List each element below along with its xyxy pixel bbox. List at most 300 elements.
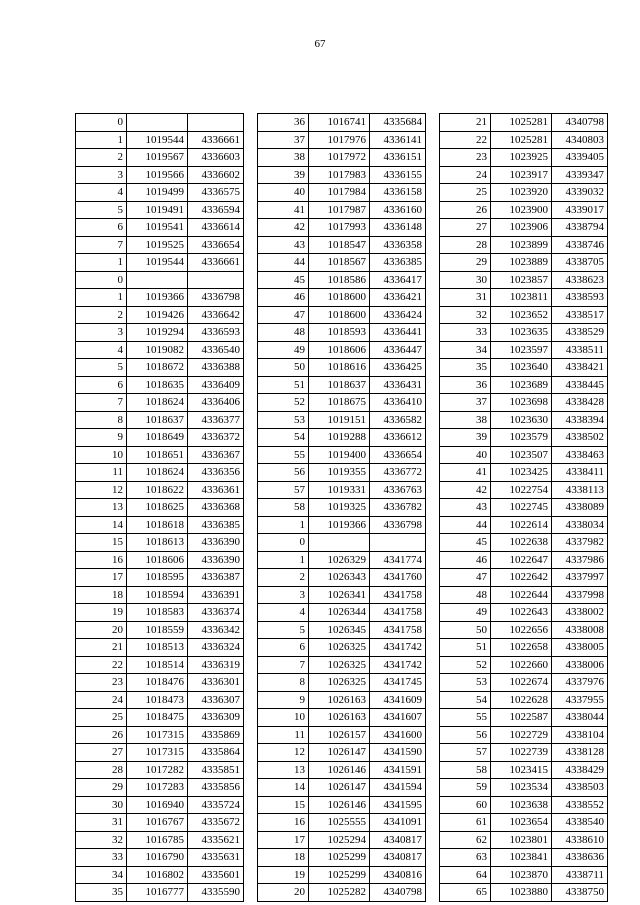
table-row — [76, 866, 244, 884]
point-index-cell: 11 — [76, 464, 127, 482]
point-index-cell: 16 — [76, 551, 127, 569]
point-index-cell: 20 — [76, 621, 127, 639]
y-coordinate-cell: 4340798 — [370, 884, 426, 902]
table-row — [258, 831, 426, 849]
table-row — [440, 814, 608, 832]
table-row — [76, 219, 244, 237]
table-row — [258, 691, 426, 709]
table-row — [258, 114, 426, 132]
table-row — [258, 446, 426, 464]
point-index-cell: 3 — [258, 586, 309, 604]
table-row — [76, 569, 244, 587]
y-coordinate-cell: 4337982 — [552, 534, 608, 552]
table-row — [440, 604, 608, 622]
point-index-cell: 3 — [76, 324, 127, 342]
point-index-cell: 23 — [76, 674, 127, 692]
table-row — [76, 779, 244, 797]
point-index-cell: 10 — [258, 709, 309, 727]
point-index-cell: 6 — [76, 219, 127, 237]
point-index-cell: 14 — [258, 779, 309, 797]
table-row — [76, 271, 244, 289]
table-row — [258, 744, 426, 762]
x-coordinate-cell: 1022674 — [491, 674, 552, 692]
point-index-cell: 6 — [76, 376, 127, 394]
point-index-cell: 0 — [76, 271, 127, 289]
y-coordinate-cell: 4336417 — [370, 271, 426, 289]
table-row — [76, 236, 244, 254]
point-index-cell: 1 — [76, 289, 127, 307]
y-coordinate-cell: 4335856 — [188, 779, 244, 797]
x-coordinate-cell: 1018622 — [127, 481, 188, 499]
point-index-cell: 46 — [258, 289, 309, 307]
x-coordinate-cell: 1016940 — [127, 796, 188, 814]
point-index-cell: 5 — [76, 359, 127, 377]
table-row — [76, 674, 244, 692]
table-row — [440, 429, 608, 447]
y-coordinate-cell: 4338428 — [552, 394, 608, 412]
table-row — [440, 254, 608, 272]
y-coordinate-cell: 4336763 — [370, 481, 426, 499]
table-row — [76, 534, 244, 552]
y-coordinate-cell: 4337998 — [552, 586, 608, 604]
point-index-cell: 17 — [76, 569, 127, 587]
y-coordinate-cell: 4341745 — [370, 674, 426, 692]
y-coordinate-cell: 4338750 — [552, 884, 608, 902]
x-coordinate-cell: 1018672 — [127, 359, 188, 377]
x-coordinate-cell: 1022644 — [491, 586, 552, 604]
point-index-cell: 55 — [258, 446, 309, 464]
y-coordinate-cell: 4335601 — [188, 866, 244, 884]
x-coordinate-cell — [127, 271, 188, 289]
x-coordinate-cell: 1019325 — [309, 499, 370, 517]
point-index-cell: 1 — [258, 516, 309, 534]
point-index-cell: 32 — [76, 831, 127, 849]
point-index-cell: 15 — [258, 796, 309, 814]
x-coordinate-cell: 1019366 — [127, 289, 188, 307]
point-index-cell: 50 — [258, 359, 309, 377]
table-row — [258, 849, 426, 867]
y-coordinate-cell: 4336425 — [370, 359, 426, 377]
x-coordinate-cell: 1019541 — [127, 219, 188, 237]
table-row — [258, 131, 426, 149]
table-row — [258, 814, 426, 832]
point-index-cell: 33 — [76, 849, 127, 867]
table-row — [76, 429, 244, 447]
x-coordinate-cell: 1026343 — [309, 569, 370, 587]
point-index-cell: 1 — [76, 131, 127, 149]
y-coordinate-cell: 4336309 — [188, 709, 244, 727]
table-row — [258, 709, 426, 727]
table-row — [440, 656, 608, 674]
table-row — [440, 744, 608, 762]
x-coordinate-cell: 1022643 — [491, 604, 552, 622]
x-coordinate-cell: 1018595 — [127, 569, 188, 587]
x-coordinate-cell: 1022660 — [491, 656, 552, 674]
y-coordinate-cell: 4338421 — [552, 359, 608, 377]
y-coordinate-cell: 4341758 — [370, 604, 426, 622]
x-coordinate-cell: 1018624 — [127, 394, 188, 412]
x-coordinate-cell: 1019331 — [309, 481, 370, 499]
table-row — [258, 884, 426, 902]
table-row — [76, 814, 244, 832]
y-coordinate-cell: 4336798 — [188, 289, 244, 307]
point-index-cell: 45 — [258, 271, 309, 289]
x-coordinate-cell: 1026341 — [309, 586, 370, 604]
table-row — [76, 656, 244, 674]
point-index-cell: 27 — [76, 744, 127, 762]
x-coordinate-cell: 1018606 — [309, 341, 370, 359]
point-index-cell: 50 — [440, 621, 491, 639]
x-coordinate-cell: 1025281 — [491, 131, 552, 149]
y-coordinate-cell: 4336148 — [370, 219, 426, 237]
point-index-cell: 25 — [440, 184, 491, 202]
y-coordinate-cell: 4336410 — [370, 394, 426, 412]
x-coordinate-cell: 1023906 — [491, 219, 552, 237]
point-index-cell: 16 — [258, 814, 309, 832]
point-index-cell: 18 — [76, 586, 127, 604]
point-index-cell: 40 — [258, 184, 309, 202]
point-index-cell: 15 — [76, 534, 127, 552]
y-coordinate-cell: 4335672 — [188, 814, 244, 832]
table-row — [76, 761, 244, 779]
y-coordinate-cell: 4338540 — [552, 814, 608, 832]
table-row — [76, 201, 244, 219]
x-coordinate-cell: 1016790 — [127, 849, 188, 867]
point-index-cell: 36 — [258, 114, 309, 132]
y-coordinate-cell: 4341742 — [370, 639, 426, 657]
point-index-cell: 8 — [258, 674, 309, 692]
x-coordinate-cell: 1023698 — [491, 394, 552, 412]
point-index-cell: 33 — [440, 324, 491, 342]
y-coordinate-cell: 4338005 — [552, 639, 608, 657]
x-coordinate-cell: 1016785 — [127, 831, 188, 849]
x-coordinate-cell: 1019525 — [127, 236, 188, 254]
table-row — [440, 831, 608, 849]
point-index-cell: 44 — [440, 516, 491, 534]
point-index-cell: 19 — [258, 866, 309, 884]
x-coordinate-cell: 1023652 — [491, 306, 552, 324]
table-row — [258, 656, 426, 674]
point-index-cell: 12 — [76, 481, 127, 499]
x-coordinate-cell: 1018583 — [127, 604, 188, 622]
point-index-cell: 28 — [440, 236, 491, 254]
point-index-cell: 2 — [76, 306, 127, 324]
table-row — [76, 149, 244, 167]
y-coordinate-cell: 4338429 — [552, 761, 608, 779]
point-index-cell: 56 — [440, 726, 491, 744]
table-row — [258, 376, 426, 394]
point-index-cell: 2 — [76, 149, 127, 167]
point-index-cell: 24 — [440, 166, 491, 184]
x-coordinate-cell: 1022587 — [491, 709, 552, 727]
x-coordinate-cell: 1022656 — [491, 621, 552, 639]
x-coordinate-cell: 1023415 — [491, 761, 552, 779]
table-row — [76, 621, 244, 639]
x-coordinate-cell: 1017282 — [127, 761, 188, 779]
x-coordinate-cell: 1017983 — [309, 166, 370, 184]
table-row — [258, 236, 426, 254]
y-coordinate-cell: 4338089 — [552, 499, 608, 517]
x-coordinate-cell: 1017283 — [127, 779, 188, 797]
table-row — [76, 516, 244, 534]
table-row — [440, 884, 608, 902]
point-index-cell: 54 — [258, 429, 309, 447]
x-coordinate-cell: 1018600 — [309, 289, 370, 307]
y-coordinate-cell: 4341607 — [370, 709, 426, 727]
x-coordinate-cell: 1022739 — [491, 744, 552, 762]
point-index-cell: 8 — [76, 411, 127, 429]
point-index-cell: 64 — [440, 866, 491, 884]
y-coordinate-cell: 4336377 — [188, 411, 244, 429]
y-coordinate-cell: 4336301 — [188, 674, 244, 692]
x-coordinate-cell: 1023801 — [491, 831, 552, 849]
x-coordinate-cell: 1023425 — [491, 464, 552, 482]
x-coordinate-cell: 1026157 — [309, 726, 370, 744]
table-row — [258, 481, 426, 499]
point-index-cell: 0 — [258, 534, 309, 552]
y-coordinate-cell: 4338502 — [552, 429, 608, 447]
point-index-cell: 42 — [258, 219, 309, 237]
point-index-cell: 32 — [440, 306, 491, 324]
point-index-cell: 10 — [76, 446, 127, 464]
table-row — [440, 236, 608, 254]
table-row — [440, 481, 608, 499]
point-index-cell: 30 — [440, 271, 491, 289]
table-row — [258, 166, 426, 184]
table-row — [258, 796, 426, 814]
table-row — [440, 866, 608, 884]
y-coordinate-cell: 4336431 — [370, 376, 426, 394]
point-index-cell: 45 — [440, 534, 491, 552]
table-row — [440, 166, 608, 184]
x-coordinate-cell: 1018514 — [127, 656, 188, 674]
point-index-cell: 24 — [76, 691, 127, 709]
y-coordinate-cell: 4336390 — [188, 534, 244, 552]
y-coordinate-cell: 4336342 — [188, 621, 244, 639]
table-row — [258, 534, 426, 552]
x-coordinate-cell: 1023689 — [491, 376, 552, 394]
point-index-cell: 23 — [440, 149, 491, 167]
y-coordinate-cell: 4336772 — [370, 464, 426, 482]
y-coordinate-cell: 4340816 — [370, 866, 426, 884]
x-coordinate-cell: 1023579 — [491, 429, 552, 447]
point-index-cell: 18 — [258, 849, 309, 867]
x-coordinate-cell: 1026325 — [309, 639, 370, 657]
point-index-cell: 61 — [440, 814, 491, 832]
y-coordinate-cell: 4336151 — [370, 149, 426, 167]
table-row — [440, 621, 608, 639]
table-row — [440, 131, 608, 149]
point-index-cell: 36 — [440, 376, 491, 394]
point-index-cell: 27 — [440, 219, 491, 237]
table-row — [76, 586, 244, 604]
x-coordinate-cell: 1018594 — [127, 586, 188, 604]
y-coordinate-cell: 4335590 — [188, 884, 244, 902]
x-coordinate-cell: 1018586 — [309, 271, 370, 289]
table-row — [76, 831, 244, 849]
y-coordinate-cell: 4338034 — [552, 516, 608, 534]
x-coordinate-cell: 1017984 — [309, 184, 370, 202]
table-row — [258, 184, 426, 202]
table-row — [258, 569, 426, 587]
x-coordinate-cell: 1019288 — [309, 429, 370, 447]
y-coordinate-cell: 4336447 — [370, 341, 426, 359]
point-index-cell: 26 — [440, 201, 491, 219]
table-row — [76, 744, 244, 762]
x-coordinate-cell: 1019355 — [309, 464, 370, 482]
point-index-cell: 55 — [440, 709, 491, 727]
y-coordinate-cell: 4340817 — [370, 831, 426, 849]
table-row — [76, 254, 244, 272]
point-index-cell: 62 — [440, 831, 491, 849]
y-coordinate-cell: 4336409 — [188, 376, 244, 394]
table-row — [258, 674, 426, 692]
point-index-cell: 49 — [258, 341, 309, 359]
table-row — [76, 849, 244, 867]
y-coordinate-cell: 4339032 — [552, 184, 608, 202]
table-row — [76, 499, 244, 517]
x-coordinate-cell: 1025299 — [309, 866, 370, 884]
table-row — [76, 394, 244, 412]
point-index-cell: 57 — [440, 744, 491, 762]
coordinates-table-1 — [75, 113, 244, 902]
y-coordinate-cell: 4338394 — [552, 411, 608, 429]
x-coordinate-cell: 1019566 — [127, 166, 188, 184]
x-coordinate-cell: 1018675 — [309, 394, 370, 412]
x-coordinate-cell: 1019151 — [309, 411, 370, 429]
x-coordinate-cell: 1026344 — [309, 604, 370, 622]
point-index-cell: 63 — [440, 849, 491, 867]
x-coordinate-cell: 1025281 — [491, 114, 552, 132]
point-index-cell: 41 — [440, 464, 491, 482]
y-coordinate-cell: 4336654 — [188, 236, 244, 254]
x-coordinate-cell: 1018618 — [127, 516, 188, 534]
y-coordinate-cell: 4338517 — [552, 306, 608, 324]
x-coordinate-cell: 1016767 — [127, 814, 188, 832]
point-index-cell: 17 — [258, 831, 309, 849]
x-coordinate-cell: 1017976 — [309, 131, 370, 149]
table-row — [440, 691, 608, 709]
x-coordinate-cell: 1019366 — [309, 516, 370, 534]
y-coordinate-cell: 4335851 — [188, 761, 244, 779]
y-coordinate-cell: 4338002 — [552, 604, 608, 622]
y-coordinate-cell: 4336575 — [188, 184, 244, 202]
point-index-cell: 13 — [76, 499, 127, 517]
y-coordinate-cell: 4341758 — [370, 586, 426, 604]
y-coordinate-cell: 4341590 — [370, 744, 426, 762]
x-coordinate-cell: 1018651 — [127, 446, 188, 464]
y-coordinate-cell: 4337986 — [552, 551, 608, 569]
y-coordinate-cell: 4336654 — [370, 446, 426, 464]
x-coordinate-cell: 1018637 — [127, 411, 188, 429]
point-index-cell: 60 — [440, 796, 491, 814]
x-coordinate-cell: 1022614 — [491, 516, 552, 534]
table-row — [258, 464, 426, 482]
point-index-cell: 59 — [440, 779, 491, 797]
x-coordinate-cell: 1023841 — [491, 849, 552, 867]
x-coordinate-cell: 1025299 — [309, 849, 370, 867]
table-row — [258, 289, 426, 307]
point-index-cell: 6 — [258, 639, 309, 657]
y-coordinate-cell: 4336390 — [188, 551, 244, 569]
x-coordinate-cell: 1023900 — [491, 201, 552, 219]
table-row — [258, 621, 426, 639]
y-coordinate-cell: 4336406 — [188, 394, 244, 412]
y-coordinate-cell: 4336582 — [370, 411, 426, 429]
x-coordinate-cell: 1018593 — [309, 324, 370, 342]
y-coordinate-cell: 4335724 — [188, 796, 244, 814]
table-row — [258, 271, 426, 289]
point-index-cell: 5 — [76, 201, 127, 219]
x-coordinate-cell: 1017315 — [127, 726, 188, 744]
y-coordinate-cell: 4336141 — [370, 131, 426, 149]
point-index-cell: 46 — [440, 551, 491, 569]
table-row — [76, 551, 244, 569]
x-coordinate-cell: 1022647 — [491, 551, 552, 569]
table-row — [76, 446, 244, 464]
y-coordinate-cell — [370, 534, 426, 552]
x-coordinate-cell: 1018616 — [309, 359, 370, 377]
point-index-cell: 56 — [258, 464, 309, 482]
y-coordinate-cell: 4341609 — [370, 691, 426, 709]
y-coordinate-cell: 4341591 — [370, 761, 426, 779]
x-coordinate-cell: 1025555 — [309, 814, 370, 832]
y-coordinate-cell: 4336661 — [188, 131, 244, 149]
point-index-cell: 49 — [440, 604, 491, 622]
y-coordinate-cell: 4336424 — [370, 306, 426, 324]
x-coordinate-cell: 1026325 — [309, 674, 370, 692]
point-index-cell: 43 — [258, 236, 309, 254]
x-coordinate-cell: 1026325 — [309, 656, 370, 674]
table-row — [76, 166, 244, 184]
y-coordinate-cell: 4339405 — [552, 149, 608, 167]
point-index-cell: 26 — [76, 726, 127, 744]
y-coordinate-cell: 4337976 — [552, 674, 608, 692]
y-coordinate-cell: 4336782 — [370, 499, 426, 517]
y-coordinate-cell: 4336372 — [188, 429, 244, 447]
x-coordinate-cell: 1016777 — [127, 884, 188, 902]
y-coordinate-cell: 4336155 — [370, 166, 426, 184]
table-row — [440, 586, 608, 604]
y-coordinate-cell: 4336367 — [188, 446, 244, 464]
x-coordinate-cell: 1026163 — [309, 691, 370, 709]
x-coordinate-cell: 1022642 — [491, 569, 552, 587]
table-row — [440, 201, 608, 219]
table-row — [76, 324, 244, 342]
x-coordinate-cell: 1023899 — [491, 236, 552, 254]
point-index-cell: 1 — [258, 551, 309, 569]
x-coordinate-cell: 1025294 — [309, 831, 370, 849]
y-coordinate-cell — [188, 271, 244, 289]
point-index-cell: 9 — [76, 429, 127, 447]
point-index-cell: 3 — [76, 166, 127, 184]
y-coordinate-cell: 4335684 — [370, 114, 426, 132]
table-row — [76, 639, 244, 657]
point-index-cell: 7 — [76, 394, 127, 412]
y-coordinate-cell: 4338794 — [552, 219, 608, 237]
x-coordinate-cell: 1018635 — [127, 376, 188, 394]
table-row — [258, 254, 426, 272]
table-row — [258, 761, 426, 779]
table-row — [258, 341, 426, 359]
table-row — [258, 359, 426, 377]
table-row — [440, 394, 608, 412]
x-coordinate-cell: 1026146 — [309, 761, 370, 779]
table-row — [76, 411, 244, 429]
x-coordinate-cell: 1019544 — [127, 131, 188, 149]
y-coordinate-cell: 4340798 — [552, 114, 608, 132]
coordinates-table-2 — [257, 113, 426, 902]
